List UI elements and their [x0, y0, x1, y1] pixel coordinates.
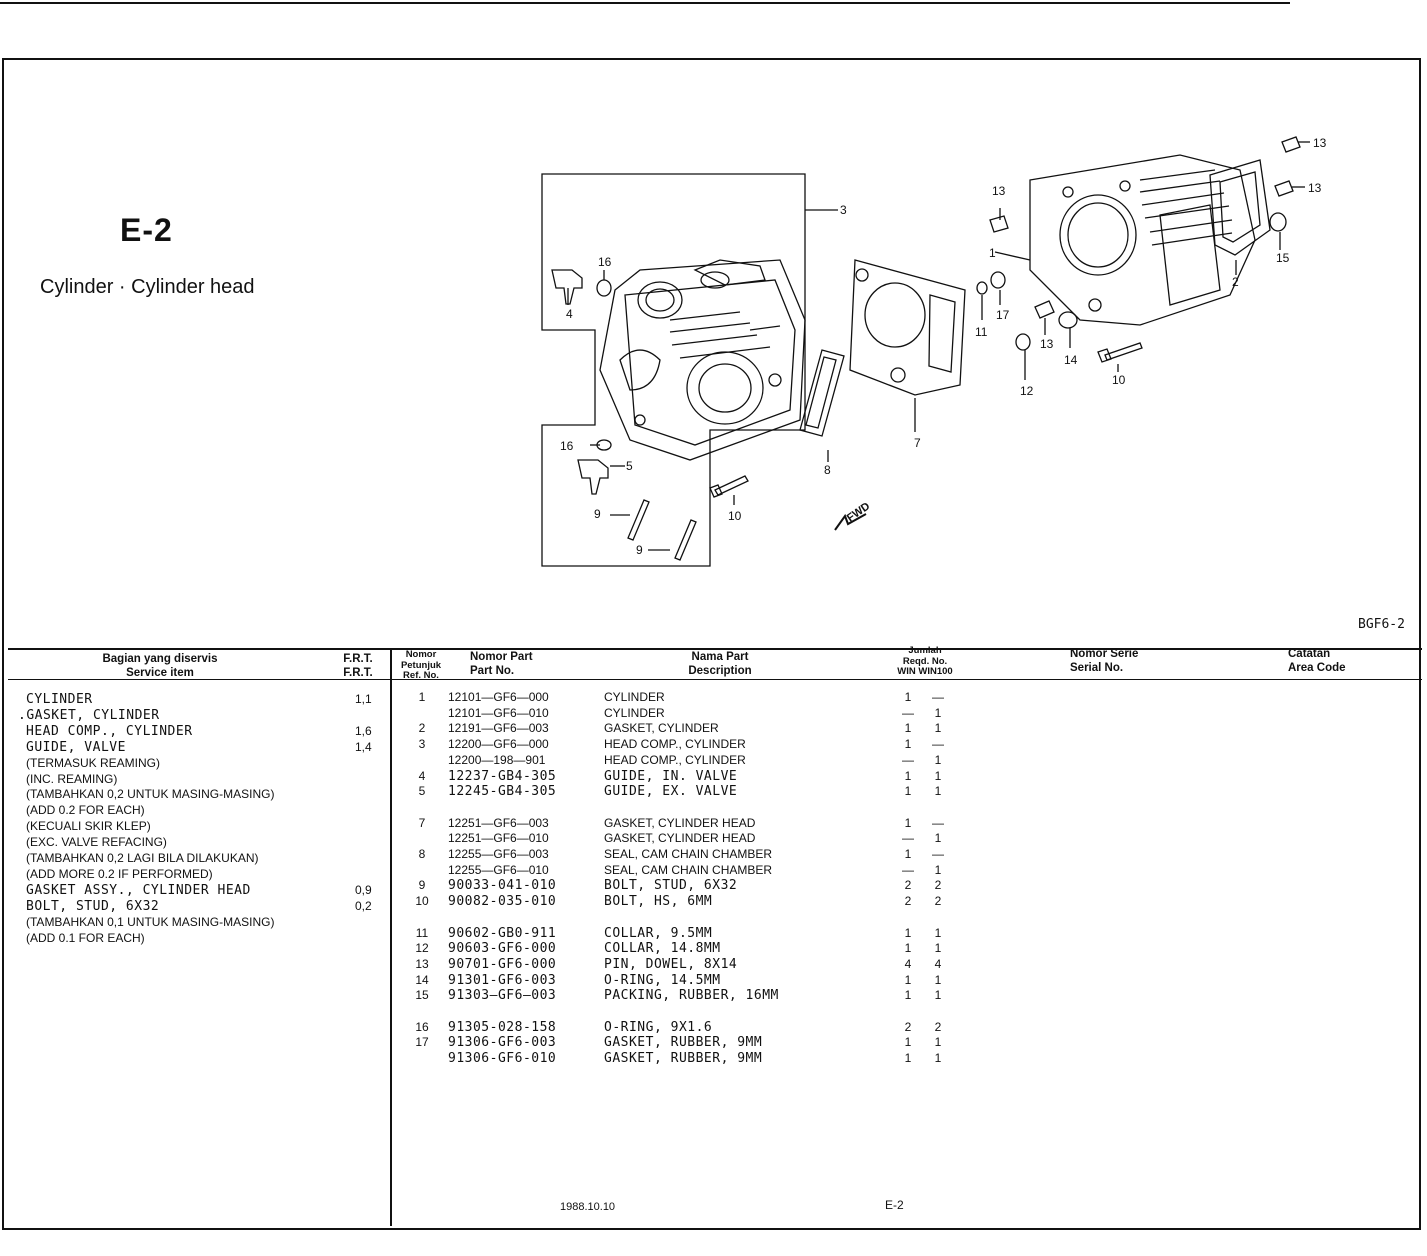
- service-item-text: BOLT, STUD, 6X32: [26, 898, 160, 914]
- qty-win100: 1: [934, 768, 942, 783]
- part-ref-no: 13: [415, 956, 429, 971]
- part-description: CYLINDER: [604, 690, 665, 704]
- dowel-pin-c: [990, 216, 1008, 232]
- part-number: 91301-GF6-003: [448, 972, 557, 988]
- part-description: HEAD COMP., CYLINDER: [604, 752, 746, 767]
- part-description: GASKET, RUBBER, 9MM: [604, 1035, 763, 1051]
- part-description: PIN, DOWEL, 8X14: [604, 956, 738, 972]
- section-subtitle: Cylinder · Cylinder head: [40, 276, 255, 298]
- gasket-rubber: [991, 272, 1005, 288]
- part-number: 12251—GF6—003: [448, 815, 549, 830]
- part-ref-no: 15: [415, 988, 429, 1003]
- dowel-pin-b: [1275, 181, 1293, 196]
- part-description: GUIDE, EX. VALVE: [604, 784, 738, 800]
- qty-header: Jumlah Reqd. No. WIN WIN100: [897, 645, 953, 677]
- part-number: 91305-028-158: [448, 1019, 557, 1035]
- cam-chain-seal: [800, 350, 844, 436]
- part-number: 12237-GB4-305: [448, 768, 557, 784]
- callout-16a: 16: [598, 255, 612, 269]
- part-description: O-RING, 14.5MM: [604, 972, 721, 988]
- part-number: 12101—GF6—000: [448, 690, 549, 704]
- callout-12: 12: [1020, 384, 1034, 398]
- part-number: 12251—GF6—010: [448, 831, 549, 846]
- revision-date: 1988.10.10: [560, 1201, 616, 1213]
- callout-8: 8: [824, 463, 831, 477]
- part-ref-no: 2: [418, 721, 426, 736]
- part-ref-no: 14: [415, 972, 429, 987]
- o-ring-14-5: [1059, 312, 1077, 328]
- qty-win100: 1: [934, 831, 942, 846]
- service-item-text: (TAMBAHKAN 0,2 LAGI BILA DILAKUKAN): [26, 851, 259, 865]
- part-description: BOLT, HS, 6MM: [604, 894, 713, 910]
- qty-win: 1: [904, 988, 912, 1003]
- callout-10b: 10: [1112, 373, 1126, 387]
- stud-bolt-b: [675, 520, 696, 560]
- part-ref-no: 4: [418, 768, 426, 783]
- callout-10a: 10: [728, 509, 742, 523]
- part-ref-no: 5: [418, 784, 426, 799]
- drawing-code: BGF6-2: [1358, 617, 1405, 632]
- part-ref-no: 11: [415, 925, 429, 940]
- qty-win: 1: [904, 1051, 912, 1066]
- service-item-text: (KECUALI SKIR KLEP): [26, 819, 151, 834]
- service-item-text: (TAMBAHKAN 0,2 UNTUK MASING-MASING): [26, 787, 275, 802]
- qty-win: 1: [904, 690, 912, 704]
- part-description: BOLT, STUD, 6X32: [604, 878, 738, 894]
- part-description: HEAD COMP., CYLINDER: [604, 737, 746, 752]
- qty-win100: 2: [934, 1019, 942, 1034]
- qty-win: 1: [904, 737, 912, 752]
- dowel-pin-d: [1035, 301, 1054, 318]
- service-item-text: GASKET ASSY., CYLINDER HEAD: [26, 882, 251, 898]
- service-item-text: CYLINDER: [26, 692, 93, 707]
- callout-15: 15: [1276, 251, 1290, 265]
- service-item-frt: 1,1: [355, 692, 372, 706]
- part-number: 90033-041-010: [448, 878, 557, 894]
- callout-16b: 16: [560, 439, 574, 453]
- callout-2: 2: [1232, 275, 1239, 289]
- callout-3: 3: [840, 203, 847, 217]
- qty-win100: —: [932, 737, 944, 752]
- qty-win100: 1: [934, 1035, 942, 1050]
- callout-7: 7: [914, 436, 921, 450]
- valve-guide-in: [552, 270, 582, 304]
- service-item-text: (EXC. VALVE REFACING): [26, 835, 167, 850]
- cylinder-head-drawing: [600, 260, 805, 460]
- part-number: 90701-GF6-000: [448, 956, 557, 972]
- callout-9a: 9: [594, 507, 601, 521]
- service-item-text: (ADD MORE 0.2 IF PERFORMED): [26, 866, 213, 881]
- callout-14: 14: [1064, 353, 1078, 367]
- part-ref-no: 10: [415, 894, 429, 909]
- callout-13a: 13: [992, 184, 1006, 198]
- qty-win: 1: [904, 721, 912, 736]
- part-ref-no: 16: [415, 1019, 429, 1034]
- part-ref-no: 7: [418, 815, 426, 830]
- qty-win100: —: [932, 847, 944, 861]
- callout-1: 1: [989, 246, 996, 260]
- packing-rubber: [1270, 213, 1286, 231]
- service-item-text: HEAD COMP., CYLINDER: [26, 723, 193, 739]
- top-rule: [0, 2, 1290, 4]
- qty-win: 2: [904, 1019, 912, 1034]
- part-ref-no: 12: [415, 941, 429, 956]
- frt-header: F.R.T. F.R.T.: [343, 653, 373, 679]
- qty-win: —: [902, 831, 914, 846]
- part-number: 91303—GF6—003: [448, 988, 557, 1004]
- service-item-text: (TERMASUK REAMING): [26, 755, 161, 770]
- table-column-divider: [390, 648, 392, 1226]
- part-number: 12191—GF6—003: [448, 721, 549, 736]
- qty-win: 4: [904, 956, 912, 971]
- qty-win: —: [902, 752, 914, 767]
- fwd-label: FWD: [844, 500, 873, 525]
- part-number: 91306-GF6-010: [448, 1051, 557, 1067]
- callout-4: 4: [566, 307, 573, 321]
- part-description: PACKING, RUBBER, 16MM: [604, 988, 779, 1004]
- valve-guide-ex: [578, 460, 608, 494]
- qty-win: 1: [904, 784, 912, 799]
- bolt-hs-right: [1098, 343, 1142, 362]
- callout-11: 11: [975, 325, 988, 339]
- qty-win: 2: [904, 878, 912, 893]
- part-description: SEAL, CAM CHAIN CHAMBER: [604, 862, 773, 877]
- qty-win: 1: [904, 925, 912, 940]
- part-number: 12255—GF6—010: [448, 862, 549, 877]
- qty-win: 2: [904, 894, 912, 909]
- qty-win100: 1: [934, 941, 942, 956]
- part-number: 90082-035-010: [448, 894, 557, 910]
- part-number: 12200—GF6—000: [448, 737, 549, 752]
- qty-win100: 1: [934, 752, 942, 767]
- qty-win: 1: [904, 815, 912, 830]
- area-code-header: Catatan Area Code: [1288, 648, 1346, 674]
- page-number: E-2: [885, 1198, 904, 1212]
- serial-no-header: Nomor Serie Serial No.: [1070, 648, 1139, 674]
- qty-win100: 2: [934, 894, 942, 909]
- collar-9-5: [977, 282, 987, 294]
- part-number: 90603-GF6-000: [448, 941, 557, 957]
- head-assembly-bracket: [542, 174, 805, 566]
- qty-win100: 1: [934, 862, 942, 877]
- part-ref-no: 9: [418, 878, 426, 893]
- description-header: Nama Part Description: [688, 651, 752, 677]
- qty-win100: —: [932, 815, 944, 830]
- part-description: O-RING, 9X1.6: [604, 1019, 713, 1035]
- part-number: 12200—198—901: [448, 752, 546, 767]
- part-no-header: Nomor Part Part No.: [470, 651, 533, 677]
- service-item-text: (INC. REAMING): [26, 771, 118, 786]
- bolt-hs-left: [710, 476, 748, 497]
- qty-win100: 1: [934, 988, 942, 1003]
- part-ref-no: 8: [418, 847, 426, 861]
- qty-win: —: [902, 705, 914, 720]
- ref-no-header: Nomor Petunjuk Ref. No.: [400, 649, 442, 681]
- part-description: SEAL, CAM CHAIN CHAMBER: [604, 847, 773, 861]
- part-description: GUIDE, IN. VALVE: [604, 768, 738, 784]
- part-ref-no: 3: [418, 737, 426, 752]
- service-item-text: GUIDE, VALVE: [26, 739, 126, 755]
- service-item-text: (TAMBAHKAN 0,1 UNTUK MASING-MASING): [26, 914, 275, 929]
- service-item-frt: 0,2: [355, 898, 372, 913]
- part-number: 12101—GF6—010: [448, 705, 549, 720]
- qty-win: 1: [904, 941, 912, 956]
- service-item-frt: 1,4: [355, 739, 372, 754]
- collar-14-8: [1016, 334, 1030, 350]
- qty-win100: 1: [934, 925, 942, 940]
- part-description: GASKET, CYLINDER HEAD: [604, 815, 756, 830]
- qty-win100: 1: [934, 705, 942, 720]
- service-item-header: Bagian yang diservis Service item: [102, 653, 218, 679]
- service-item-frt: 1,6: [355, 723, 372, 738]
- part-number: 12255—GF6—003: [448, 847, 549, 861]
- qty-win: 1: [904, 1035, 912, 1050]
- callout-5: 5: [626, 459, 633, 473]
- qty-win100: 1: [934, 1051, 942, 1066]
- qty-win: 1: [904, 972, 912, 987]
- service-item-text: (ADD 0.2 FOR EACH): [26, 803, 145, 818]
- callout-13c: 13: [1313, 136, 1327, 150]
- part-ref-no: 17: [415, 1035, 429, 1050]
- qty-win: 1: [904, 847, 912, 861]
- part-description: GASKET, RUBBER, 9MM: [604, 1051, 763, 1067]
- qty-win: —: [902, 862, 914, 877]
- cylinder-drawing: [1030, 155, 1255, 325]
- part-description: GASKET, CYLINDER: [604, 721, 719, 736]
- service-item-text: (ADD 0.1 FOR EACH): [26, 930, 145, 945]
- part-description: COLLAR, 14.8MM: [604, 941, 721, 957]
- section-code: E-2: [120, 212, 173, 248]
- part-description: COLLAR, 9.5MM: [604, 925, 713, 941]
- callout-13b: 13: [1040, 337, 1054, 351]
- qty-win: 1: [904, 768, 912, 783]
- qty-win100: 4: [934, 956, 942, 971]
- service-item-frt: 0,9: [355, 882, 372, 897]
- callout-17: 17: [996, 308, 1010, 322]
- qty-win100: —: [932, 690, 944, 704]
- callout-9b: 9: [636, 543, 643, 557]
- qty-win100: 2: [934, 878, 942, 893]
- part-number: 91306-GF6-003: [448, 1035, 557, 1051]
- dowel-pin-a: [1282, 137, 1300, 152]
- callout-13d: 13: [1308, 181, 1322, 195]
- service-item-text: .GASKET, CYLINDER: [18, 707, 160, 723]
- qty-win100: 1: [934, 972, 942, 987]
- stud-bolt-a: [628, 500, 649, 540]
- exploded-parts-diagram: [520, 120, 1350, 580]
- qty-win100: 1: [934, 721, 942, 736]
- part-description: CYLINDER: [604, 705, 665, 720]
- part-number: 12245-GB4-305: [448, 784, 557, 800]
- part-number: 90602-GB0-911: [448, 925, 557, 941]
- part-ref-no: 1: [418, 690, 426, 704]
- part-description: GASKET, CYLINDER HEAD: [604, 831, 756, 846]
- qty-win100: 1: [934, 784, 942, 799]
